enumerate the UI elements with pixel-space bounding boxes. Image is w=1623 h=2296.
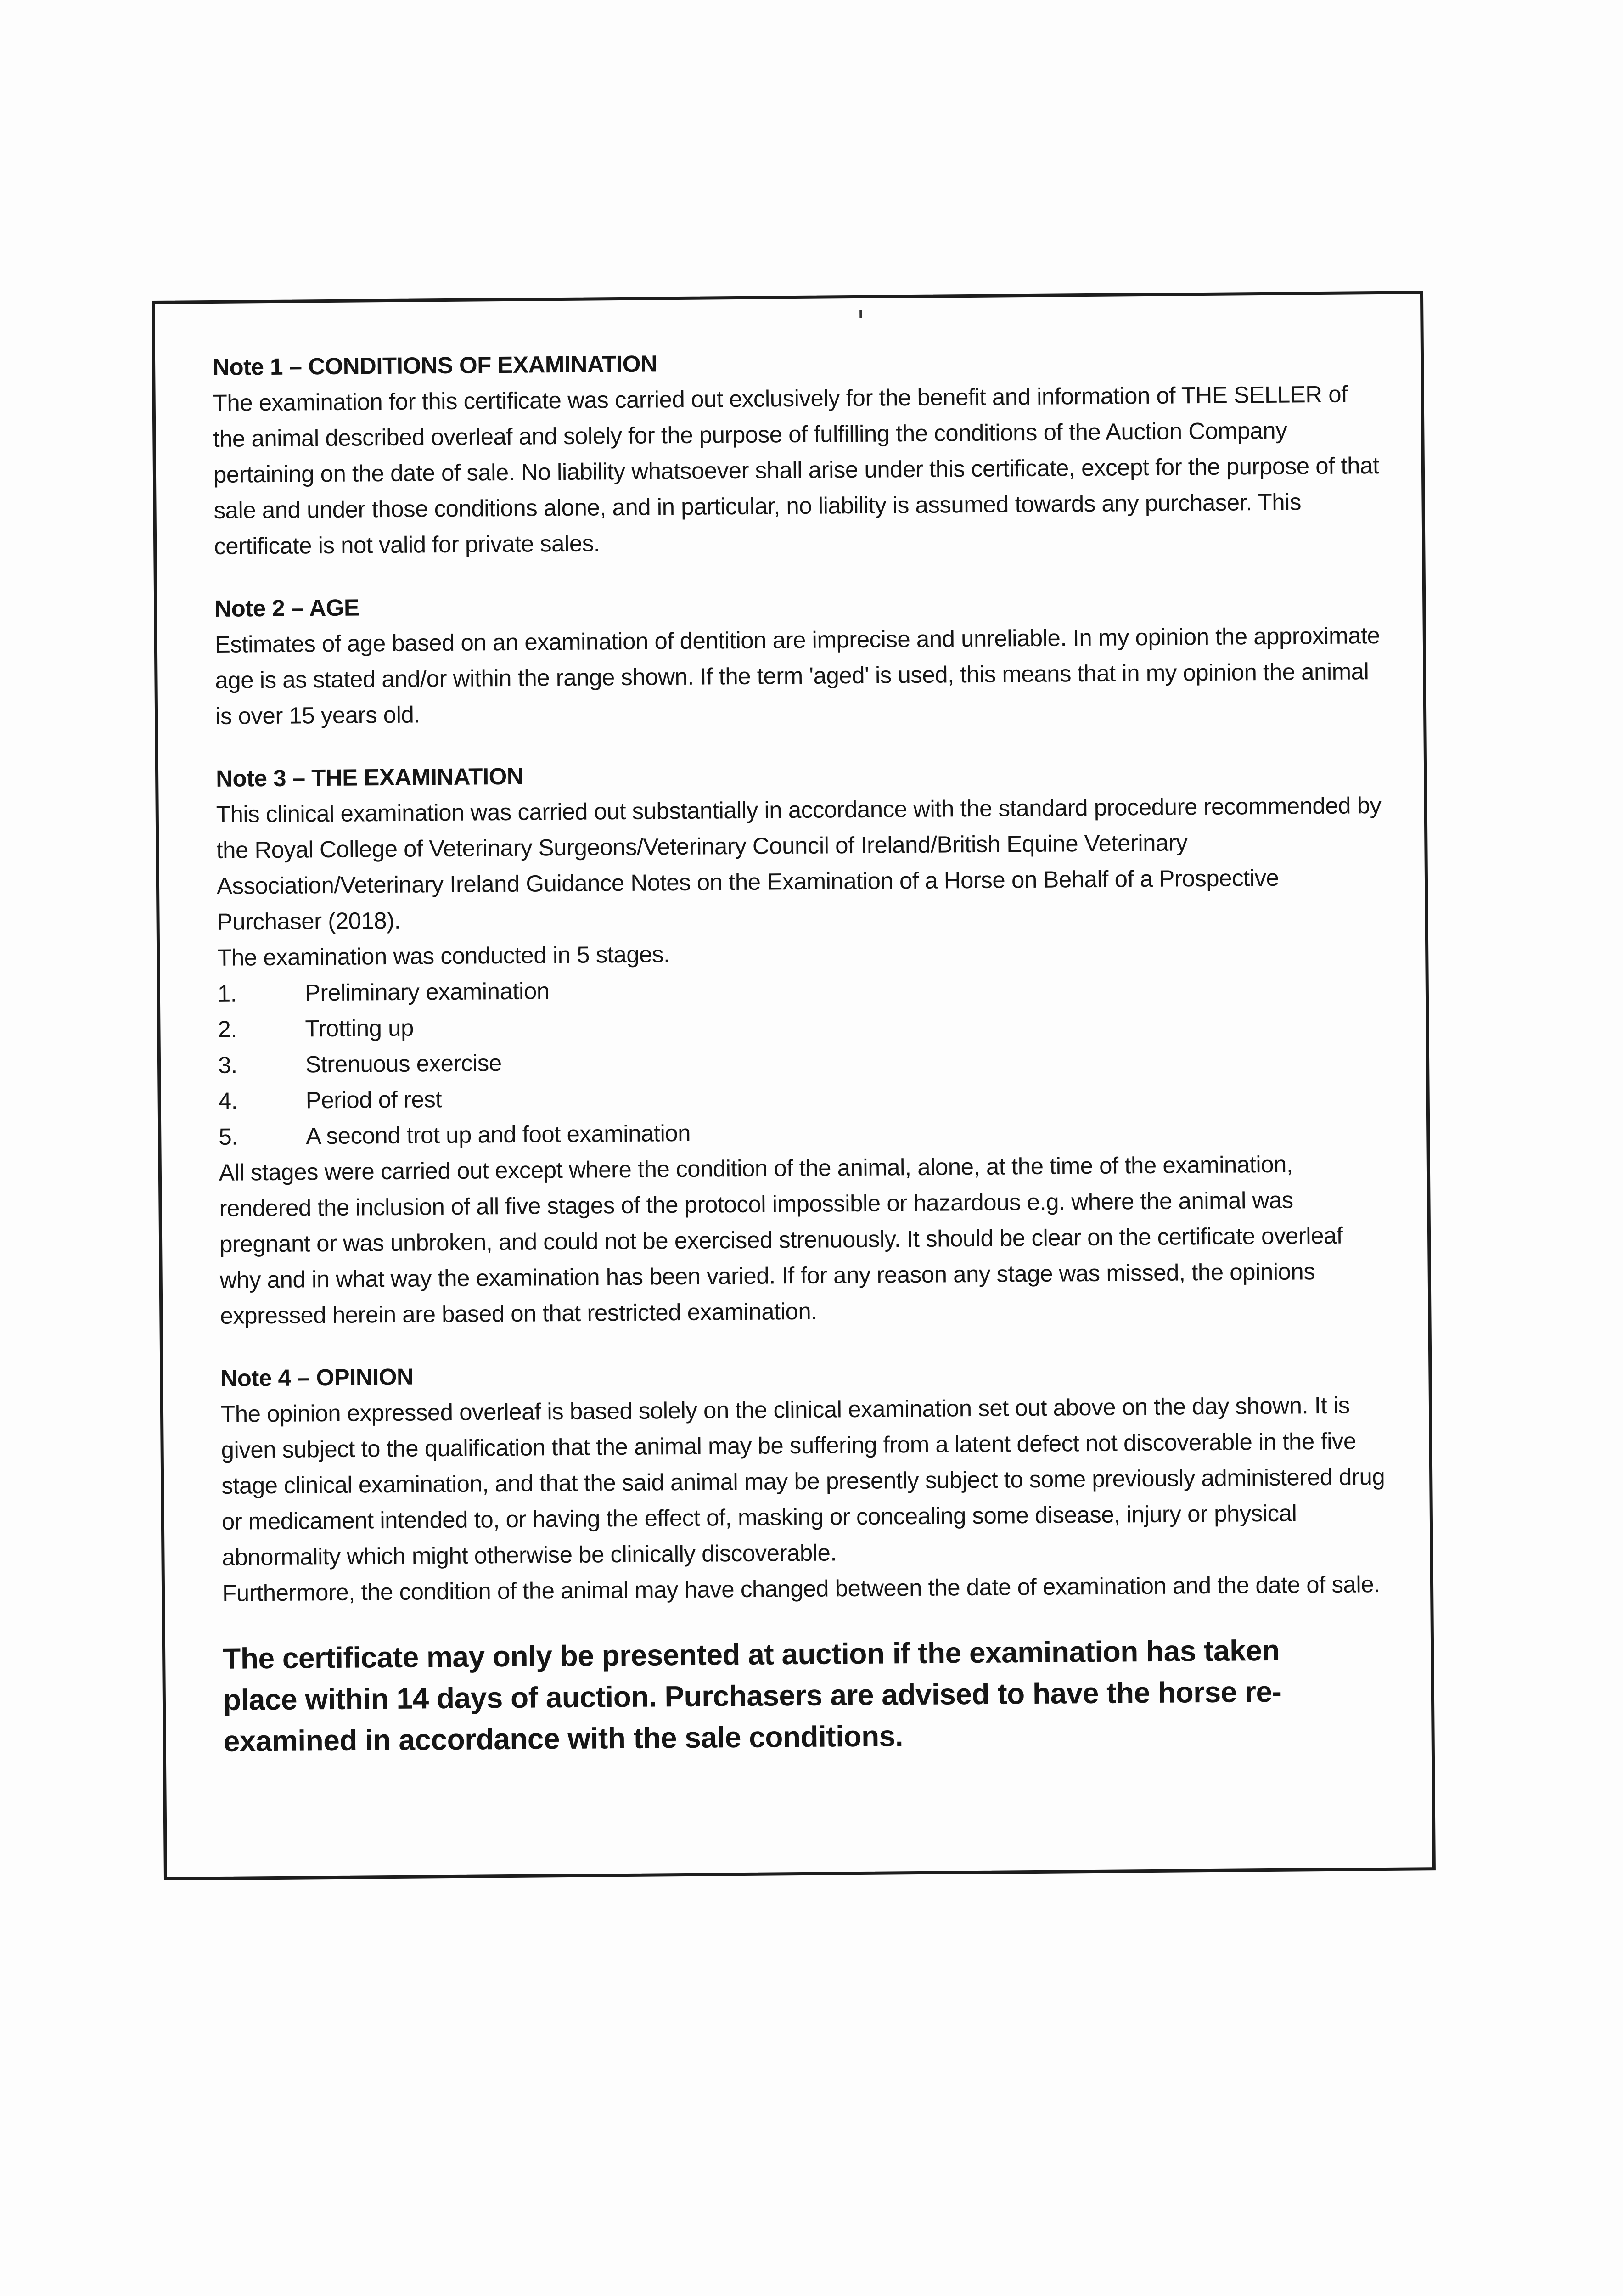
note-4-body: The opinion expressed overleaf is based solely on the clinical examination set out above on the day shown. It is given subject to the qualification that the animal may be suffering from a latent defect not discoverable in the five stage clinical examination, and that the said animal may be presently subject to some previously administered drug or medicament intended to, or having the effect of, masking or concealing some disease, injury or physical abnormality which might otherwise be clinically discoverable. (220, 1392, 1385, 1570)
stage-number: 1. (217, 980, 237, 1007)
note-2-body: Estimates of age based on an examination of dentition are imprecise and unreliable. In my opinion the approximate age is as stated and/or within the range shown. If the term 'aged' is used, this means that in my opinion the animal is over 15 years old. (214, 622, 1380, 729)
stage-label: Preliminary examination (304, 978, 550, 1006)
stage-label: Trotting up (305, 1014, 414, 1042)
notes-box (152, 291, 1436, 1880)
stage-label: Period of rest (305, 1086, 442, 1114)
note-3-stages-intro: The examination was conducted in 5 stages. (217, 941, 670, 971)
stage-number: 4. (218, 1087, 238, 1114)
note-3-heading: Note 3 – THE EXAMINATION (215, 763, 524, 792)
stage-list (218, 967, 1386, 1155)
note-2-heading: Note 2 – AGE (214, 594, 359, 622)
note-4 (220, 1351, 1389, 1611)
note-1-heading: Note 1 – CONDITIONS OF EXAMINATION (212, 350, 657, 380)
stage-number: 2. (218, 1016, 237, 1042)
note-3-outro: All stages were carried out except where the condition of the animal, alone, at the time of the examination, rendered the inclusion of all five stages of the protocol impossible or hazardous e.g. where the animal was pregnant or was unbroken, and could not be exercised strenuously. It should be clear on the certificate overleaf why and in what way the examination has been varied. If for any reason any stage was missed, the opinions expressed herein are based on that restricted examination. (219, 1151, 1343, 1329)
scan-speck (859, 310, 862, 318)
note-3-intro: This clinical examination was carried out substantially in accordance with the standard procedure recommended by the Royal College of Veterinary Surgeons/Veterinary Council of Ireland/British Equine Veterinary Association/Veterinary Ireland Guidance Notes on the Examination of a Horse on Behalf of a Prospective Purchaser (2018). (216, 792, 1382, 935)
stage-label: A second trot up and foot examination (306, 1120, 691, 1149)
note-1-body: The examination for this certificate was carried out exclusively for the benefit and information of THE SELLER of the animal described overleaf and solely for the purpose of fulfilling the conditions of the Auction Company pertaining on the date of sale. No liability whatsoever shall arise under this certificate, except for the purpose of that sale and under those conditions alone, and in particular, no liability is assumed towards any purchaser. This certificate is not valid for private sales. (213, 381, 1379, 559)
note-2 (214, 582, 1382, 734)
note-3 (216, 752, 1387, 1334)
stage-label: Strenuous exercise (305, 1050, 502, 1078)
auction-validity-statement: The certificate may only be presented at auction if the examination has taken place within 14 days of auction. Purchasers are advised to have the horse re-examined in accordance with the sale conditions. (222, 1633, 1282, 1758)
stage-number: 5. (219, 1123, 238, 1150)
note-1 (213, 340, 1381, 564)
note-4-heading: Note 4 – OPINION (220, 1363, 414, 1391)
note-4-furthermore: Furthermore, the condition of the animal may have changed between the date of examination and the date of sale. (222, 1571, 1380, 1606)
stage-number: 3. (218, 1052, 237, 1078)
